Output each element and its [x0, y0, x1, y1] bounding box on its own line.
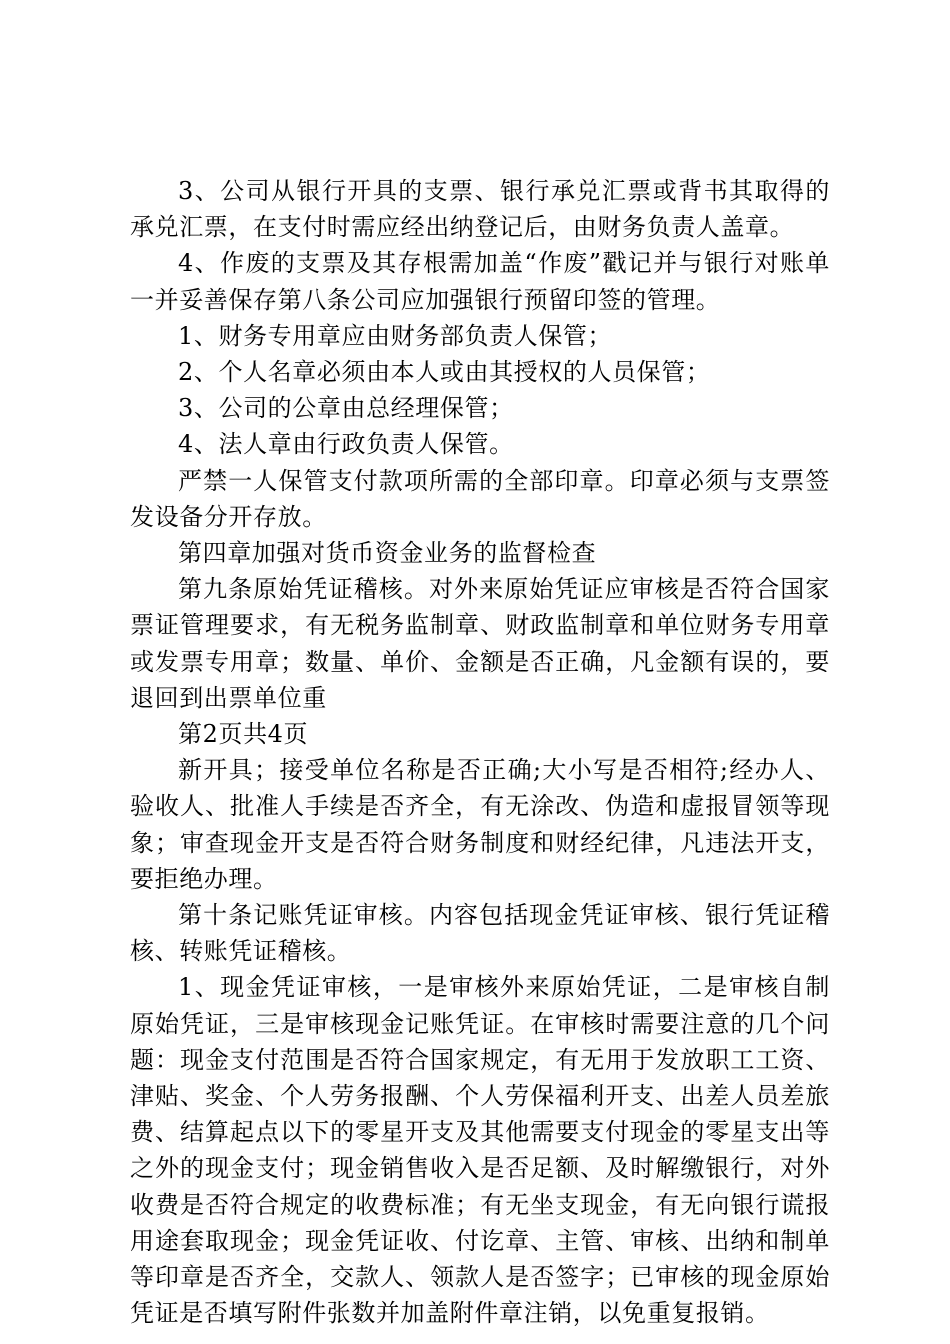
- paragraph-cash-voucher-review: 1、现金凭证审核，一是审核外来原始凭证，二是审核自制原始凭证，三是审核现金记账凭证。在审核时需要注意的几个问题：现金支付范围是否符合国家规定，有无用于发放职工工资、津贴、奖金、个人劳务报酬、个人劳保福利开支、出差人员差旅费、结算起点以下的零星开支及其他需要支付现金的零星支出等之外的现金支付；现金销售收入是否足额、及时解缴银行，对外收费是否符合规定的收费标准；有无坐支现金，有无向银行谎报用途套取现金；现金凭证收、付讫章、主管、审核、出纳和制单等印章是否齐全，交款人、领款人是否签字；已审核的现金原始凭证是否填写附件张数并加盖附件章注销，以免重复报销。: [130, 973, 830, 1328]
- paragraph-finance-seal: 1、财务专用章应由财务部负责人保管；: [178, 321, 613, 350]
- paragraph-cheque-seal: 3、公司从银行开具的支票、银行承兑汇票或背书其取得的承兑汇票，在支付时需应经出纳登记后，由财务负责人盖章。: [130, 177, 830, 242]
- paragraph-company-seal: 3、公司的公章由总经理保管；: [178, 394, 514, 423]
- paragraph-personal-seal: 2、个人名章必须由本人或由其授权的人员保管；: [178, 358, 711, 387]
- page-number: 第2页共4页: [178, 720, 309, 749]
- document-body: [130, 173, 830, 1332]
- chapter-heading: 第四章加强对货币资金业务的监督检查: [178, 539, 597, 568]
- paragraph-seal-separation: 严禁一人保管支付款项所需的全部印章。印章必须与支票签发设备分开存放。: [130, 466, 830, 531]
- paragraph-legal-seal: 4、法人章由行政负责人保管。: [178, 430, 514, 459]
- paragraph-article-10: 第十条记账凭证审核。内容包括现金凭证审核、银行凭证稽核、转账凭证稽核。: [130, 901, 830, 966]
- paragraph-article-9: 第九条原始凭证稽核。对外来原始凭证应审核是否符合国家票证管理要求，有无税务监制章、财政监制章和单位财务专用章或发票专用章；数量、单价、金额是否正确，凡金额有误的，要退回到出票单位重: [130, 575, 830, 712]
- paragraph-void-cheque: 4、作废的支票及其存根需加盖“作废”戳记并与银行对账单一并妥善保存第八条公司应加强银行预留印签的管理。: [130, 249, 830, 314]
- paragraph-continued: 新开具；接受单位名称是否正确;大小写是否相符;经办人、验收人、批准人手续是否齐全，有无涂改、伪造和虚报冒领等现象；审查现金开支是否符合财务制度和财经纪律，凡违法开支，要拒绝办理。: [130, 756, 830, 893]
